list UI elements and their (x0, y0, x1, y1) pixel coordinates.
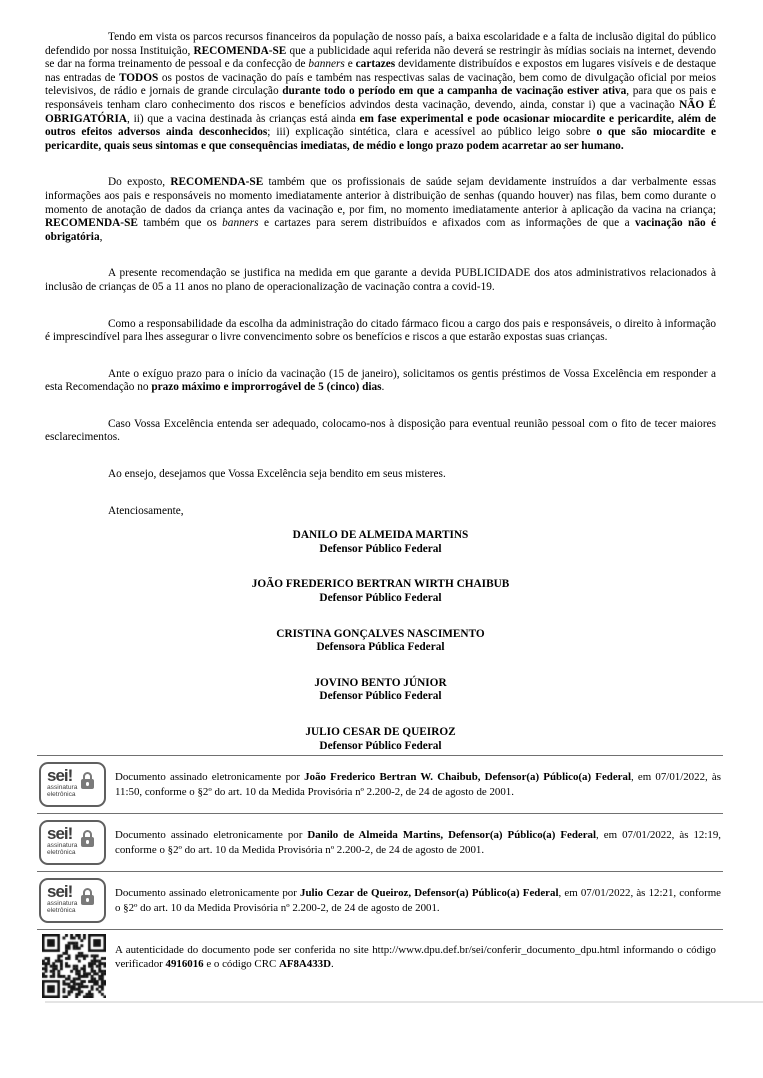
sei-subtitle: eletrônica (47, 791, 76, 799)
sei-badge-text (47, 826, 77, 856)
body-paragraph: A presente recomendação se justifica na medida em que garante a devida PUBLICIDADE dos atos administrativos relacionados à inclusão de crianças de 05 a 11 anos no plano de operacionalização de vacinação contra a covid-19. (45, 267, 716, 293)
signatory-name: JOÃO FREDERICO BERTRAN WIRTH CHAIBUB (251, 578, 510, 591)
sei-subtitle: assinatura (47, 842, 78, 850)
signature-row (37, 755, 723, 813)
body-paragraph: Caso Vossa Excelência entenda ser adequado, colocamo-nos à disposição para eventual reunião pessoal com o fito de tecer maiores esclarecimentos. (45, 417, 716, 444)
signatory-role: Defensor Público Federal (319, 690, 442, 703)
padlock-icon (80, 772, 94, 789)
signatory-block (45, 726, 716, 753)
sei-subtitle: eletrônica (47, 907, 76, 915)
sei-logo: sei! (47, 882, 73, 902)
sei-subtitle: eletrônica (47, 849, 76, 857)
signature-row (37, 871, 723, 929)
signatory-name: JULIO CESAR DE QUEIROZ (305, 726, 456, 738)
signatory-name: CRISTINA GONÇALVES NASCIMENTO (276, 627, 485, 640)
padlock-icon (80, 830, 94, 847)
body-paragraph: Ao ensejo, desejamos que Vossa Excelência seja bendito em seus misteres. (108, 468, 446, 481)
sei-signature-badge (39, 878, 106, 923)
verification-statement: A autenticidade do documento pode ser conferida no site http://www.dpu.def.br/sei/conferir_documento_dpu.html informando o código verificador 4916016 e o código CRC AF8A433D. (115, 944, 716, 971)
body-paragraph: Do exposto, RECOMENDA-SE também que os profissionais de saúde sejam devidamente instruídos a dar verbalmente essas informações aos pais e responsáveis no momento imediatamente anterior à distribuição de senhas (quando houver) nas filas, bem como durante o momento de anotação de dados da criança antes da vacinação e, por fim, no momento imediatamente anterior à aplicação da vacina na criança; RECOMENDA-SE também que os banners e cartazes para serem distribuídos e afixados com as informações de que a vacinação não é obrigatória, (45, 176, 717, 243)
padlock-icon (80, 888, 94, 905)
signatory-block (45, 578, 716, 605)
body-paragraph: Ante o exíguo prazo para o início da vacinação (15 de janeiro), solicitamos os gentis préstimos de Vossa Excelência em responder a esta Recomendação no prazo máximo e improrrogável de 5 (cinco) dias. (45, 367, 716, 394)
footer-divider (45, 1001, 763, 1003)
signatory-role: Defensor Público Federal (319, 592, 442, 605)
sei-badge-text (47, 768, 77, 798)
signatory-block (45, 628, 716, 655)
sei-logo: sei! (47, 766, 73, 786)
signatory-name: JOVINO BENTO JÚNIOR (314, 676, 447, 689)
electronic-signature-table (37, 755, 723, 930)
body-paragraph: Tendo em vista os parcos recursos financeiros da população de nosso país, a baixa escolaridade e a falta de inclusão digital do público defendido por nossa Instituição, RECOMENDA-SE que a publicidade aqui referida não deverá se restringir às mídias sociais na internet, devendo se dar na forma treinamento de pessoal e da confecção de banners e cartazes devidamente distribuídos e expostos em lugares visíveis e de destaque nas entradas de TODOS os postos de vacinação do país e também nas respectivas salas de vacinação, bem como de divulgação oficial por meios televisivos, de rádio e jornais de grande circulação durante todo o período em que a campanha de vacinação estiver ativa, para que os pais e responsáveis tenham claro conhecimento dos riscos e benefícios advindos desta vacinação, devendo, ainda, constar i) que a vacinação NÃO É OBRIGATÓRIA, ii) que a vacina destinada às crianças está ainda em fase experimental e pode ocasionar miocardite e pericardite, além de outros efeitos adversos ainda desconhecidos; iii) explicação sintética, clara e acessível ao público leigo sobre o que são miocardite e pericardite, quais seus sintomas e que consequências imediatas, de médio e longo prazo podem acarretar ao ser humano. (45, 31, 717, 152)
closing-salutation: Atenciosamente, (108, 504, 184, 517)
signatory-block (45, 529, 716, 556)
signatory-name: DANILO DE ALMEIDA MARTINS (292, 529, 469, 542)
qr-code (42, 934, 106, 998)
sei-signature-badge (39, 820, 106, 865)
signatory-role: Defensor Público Federal (319, 542, 442, 555)
sei-subtitle: assinatura (47, 900, 78, 908)
signature-statement: Documento assinado eletronicamente por João Frederico Bertran W. Chaibub, Defensor(a) Público(a) Federal, em 07/01/2022, às 11:50, conforme o §2º do art. 10 da Medida Provisória nº 2.200-2, de 24 de agosto de 2001. (115, 771, 722, 798)
sei-logo: sei! (47, 824, 73, 844)
signatory-role: Defensor Público Federal (319, 739, 442, 752)
body-paragraph: Como a responsabilidade da escolha da administração do citado fármaco ficou a cargo dos pais e responsáveis, o direito à informação é imprescindível para lhes assegurar o livre convencimento sobre os benefícios e riscos a que estarão expostas suas crianças. (45, 317, 716, 344)
signatory-role: Defensora Pública Federal (316, 641, 445, 654)
sei-subtitle: assinatura (47, 784, 78, 792)
signature-statement: Documento assinado eletronicamente por Danilo de Almeida Martins, Defensor(a) Público(a) Federal, em 07/01/2022, às 12:19, conforme o §2º do art. 10 da Medida Provisória nº 2.200-2, de 24 de agosto de 2001. (115, 829, 722, 856)
sei-badge-text (47, 884, 77, 914)
sei-signature-badge (39, 762, 106, 807)
signature-statement: Documento assinado eletronicamente por Julio Cezar de Queiroz, Defensor(a) Público(a) Federal, em 07/01/2022, às 12:21, conforme o §2º do art. 10 da Medida Provisória nº 2.200-2, de 24 de agosto de 2001. (115, 887, 722, 914)
signatory-block (45, 677, 716, 704)
verification-footer (42, 934, 716, 998)
signature-row (37, 813, 723, 871)
